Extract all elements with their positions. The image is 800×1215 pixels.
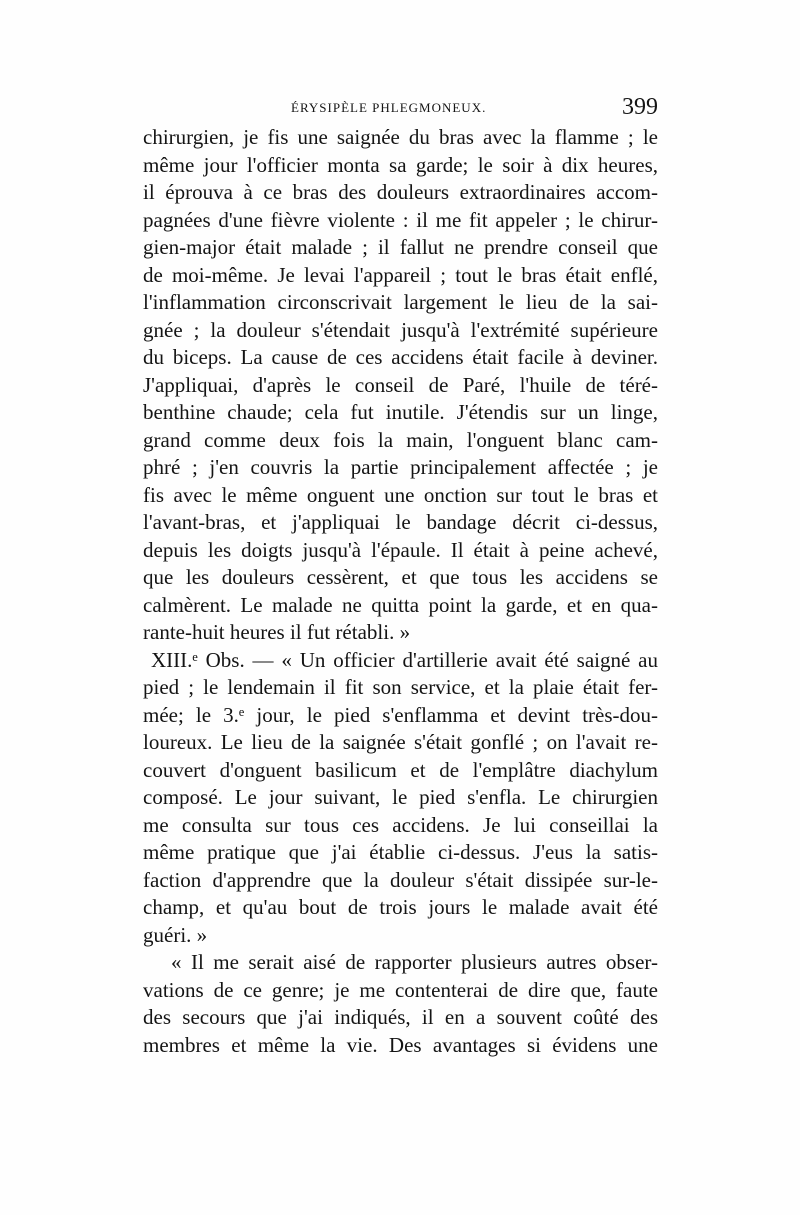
text-line: fis avec le même onguent une onction sur tout le bras et [143,482,658,507]
text-line: il éprouva à ce bras des douleurs extraordinaires accom- [143,180,658,204]
text-line: faction d'apprendre que la douleur s'était dissipée sur-le- [143,867,658,892]
page-number: 399 [622,94,658,120]
text-line: guéri. » [143,922,208,947]
text-line: benthine chaude; cela fut inutile. J'étendis sur un linge, [143,400,658,424]
text-line: même jour l'officier monta sa garde; le soir à dix heures, [143,152,658,177]
text-line: gnée ; la douleur s'étendait jusqu'à l'extrémité supérieure [143,317,658,342]
text-line: que les douleurs cessèrent, et que tous les accidens se [143,565,658,589]
text-line: vations de ce genre; je me contenterai de dire que, faute [143,977,658,1002]
text-line: depuis les doigts jusqu'à l'épaule. Il était à peine achevé, [143,537,658,562]
text-line: du biceps. La cause de ces accidens était facile à deviner. [143,345,658,369]
text-line: phré ; j'en couvris la partie principalement affectée ; je [143,455,658,479]
text-line: me consulta sur tous ces accidens. Je lui conseillai la [143,812,658,837]
text-line: pied ; le lendemain il fit son service, et la plaie était fer- [143,675,658,699]
text-line: gien-major était malade ; il fallut ne prendre conseil que [143,235,658,259]
text-line: loureux. Le lieu de la saignée s'était gonflé ; on l'avait re- [143,730,658,754]
text-line: l'avant-bras, et j'appliquai le bandage décrit ci-dessus, [143,510,658,534]
text-line: même pratique que j'ai établie ci-dessus. J'eus la satis- [143,840,658,864]
text-line: membres et même la vie. Des avantages si évidens une [143,1032,658,1057]
text-line: composé. Le jour suivant, le pied s'enfla. Le chirurgien [143,785,658,809]
running-head [143,94,658,124]
text-line: calmèrent. Le malade ne quitta point la garde, et en qua- [143,592,658,617]
text-line: chirurgien, je fis une saignée du bras avec la flamme ; le [143,125,658,149]
text-line: rante-huit heures il fut rétabli. » [143,620,411,644]
text-line: J'appliquai, d'après le conseil de Paré, l'huile de téré- [143,372,658,397]
body-text [143,124,658,1059]
running-title: ÉRYSIPÈLE PHLEGMONEUX. [291,100,487,115]
text-line: mée; le 3.ᵉ jour, le pied s'enflamma et devint très-dou- [143,702,658,727]
text-line: des secours que j'ai indiqués, il en a souvent coûté des [143,1005,658,1029]
text-line: pagnées d'une fièvre violente : il me fit appeler ; le chirur- [143,207,658,232]
text-line: couvert d'onguent basilicum et de l'emplâtre diachylum [143,757,658,782]
text-line: grand comme deux fois la main, l'onguent blanc cam- [143,427,658,452]
paragraph-start-line: « Il me serait aisé de rapporter plusieurs autres obser- [171,950,658,974]
text-line: champ, et qu'au bout de trois jours le malade avait été [143,895,658,919]
text-line: de moi-même. Je levai l'appareil ; tout le bras était enflé, [143,262,658,287]
text-line: l'inflammation circonscrivait largement le lieu de la sai- [143,290,658,314]
observation-heading-line: XIII.ᵉ Obs. — « Un officier d'artillerie avait été saigné au [151,647,658,672]
